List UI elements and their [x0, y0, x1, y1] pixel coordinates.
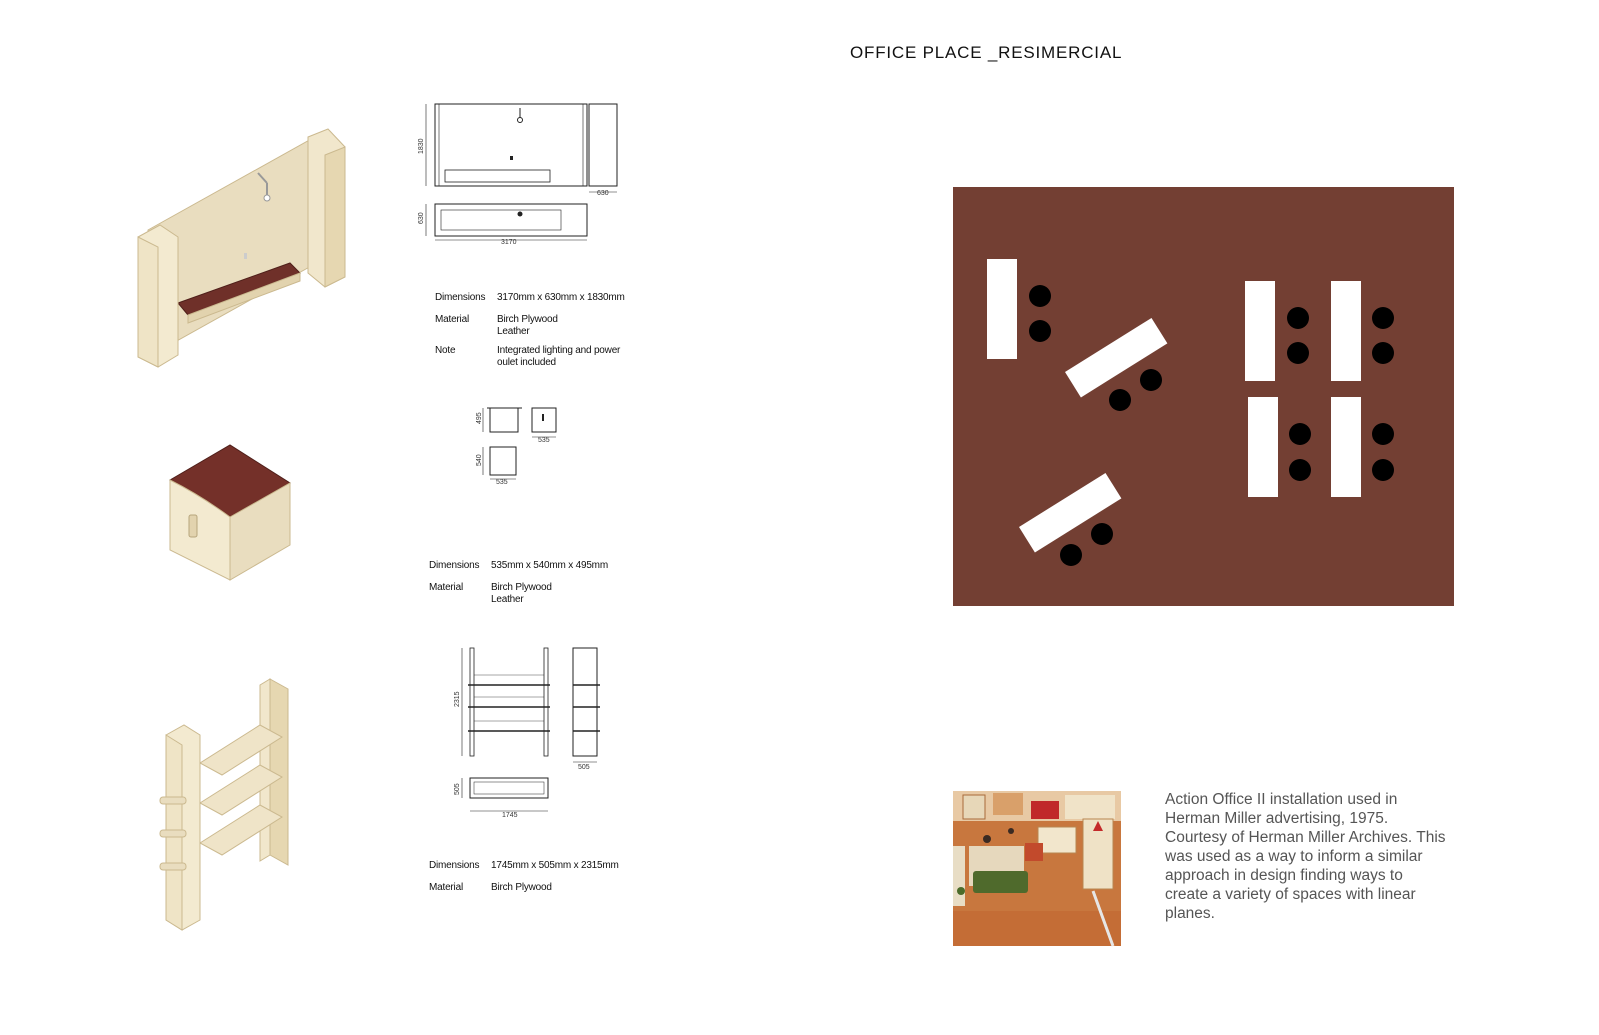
chair	[1372, 423, 1394, 445]
spec-key: Dimensions	[435, 292, 486, 303]
spec-value: 535mm x 540mm x 495mm	[491, 560, 608, 571]
stool-side-width-label: 535	[538, 437, 550, 444]
booth-render	[130, 125, 360, 385]
spec-value: Birch Plywood	[491, 882, 552, 893]
chair	[1372, 307, 1394, 329]
spec-value: Birch Plywood	[497, 314, 558, 325]
chair	[1140, 369, 1162, 391]
stool-drawing	[475, 402, 575, 492]
spec-value: Birch Plywood	[491, 582, 552, 593]
stool-specs	[429, 560, 629, 610]
spec-key: Dimensions	[429, 560, 480, 571]
stool-height-label: 495	[476, 412, 483, 424]
booth-depth-label: 630	[418, 212, 425, 224]
booth-side-depth-label: 630	[597, 190, 609, 197]
spec-value: Leather	[497, 326, 530, 337]
chair	[1109, 389, 1131, 411]
shelf-height-label: 2315	[454, 691, 461, 707]
shelf-width-label: 1745	[502, 812, 518, 819]
booth-height-label: 1830	[418, 138, 425, 154]
chair	[1289, 423, 1311, 445]
desk	[987, 259, 1017, 359]
chair	[1029, 285, 1051, 307]
stool-width-label: 535	[496, 479, 508, 486]
chair	[1372, 459, 1394, 481]
desk	[1248, 397, 1278, 497]
spec-key: Material	[429, 882, 463, 893]
chair	[1091, 523, 1113, 545]
spec-key: Material	[435, 314, 469, 325]
stool-depth-label: 540	[476, 454, 483, 466]
chair	[1287, 307, 1309, 329]
floor-plan	[953, 187, 1454, 606]
stool-render	[165, 445, 305, 585]
spec-key: Note	[435, 345, 456, 356]
photo-caption: Action Office II installation used in Herman Miller advertising, 1975. Courtesy of Herman Miller Archives. This was used as a way to inform a similar approach in design finding ways to create a variety of spaces with linear planes.	[1165, 791, 1446, 922]
chair	[1372, 342, 1394, 364]
chair	[1029, 320, 1051, 342]
spec-key: Material	[429, 582, 463, 593]
spec-value: Integrated lighting and power	[497, 345, 621, 356]
spec-value: 3170mm x 630mm x 1830mm	[497, 292, 625, 303]
shelf-drawing	[450, 645, 620, 825]
shelf-side-depth-label: 505	[578, 764, 590, 771]
spec-value: 1745mm x 505mm x 2315mm	[491, 860, 619, 871]
chair	[1289, 459, 1311, 481]
page-title: OFFICE PLACE _RESIMERCIAL	[850, 43, 1123, 62]
spec-key: Dimensions	[429, 860, 480, 871]
plan-floor	[953, 187, 1454, 606]
archive-photo	[953, 791, 1121, 946]
booth-specs	[435, 292, 635, 372]
desk	[1245, 281, 1275, 381]
booth-width-label: 3170	[501, 239, 517, 246]
shelf-specs	[429, 860, 629, 900]
shelf-depth-label: 505	[454, 783, 461, 795]
chair	[1060, 544, 1082, 566]
spec-value: oulet included	[497, 357, 556, 368]
booth-drawing	[415, 100, 635, 250]
shelf-render	[160, 675, 310, 930]
spec-value: Leather	[491, 594, 524, 605]
desk	[1331, 397, 1361, 497]
desk	[1331, 281, 1361, 381]
chair	[1287, 342, 1309, 364]
